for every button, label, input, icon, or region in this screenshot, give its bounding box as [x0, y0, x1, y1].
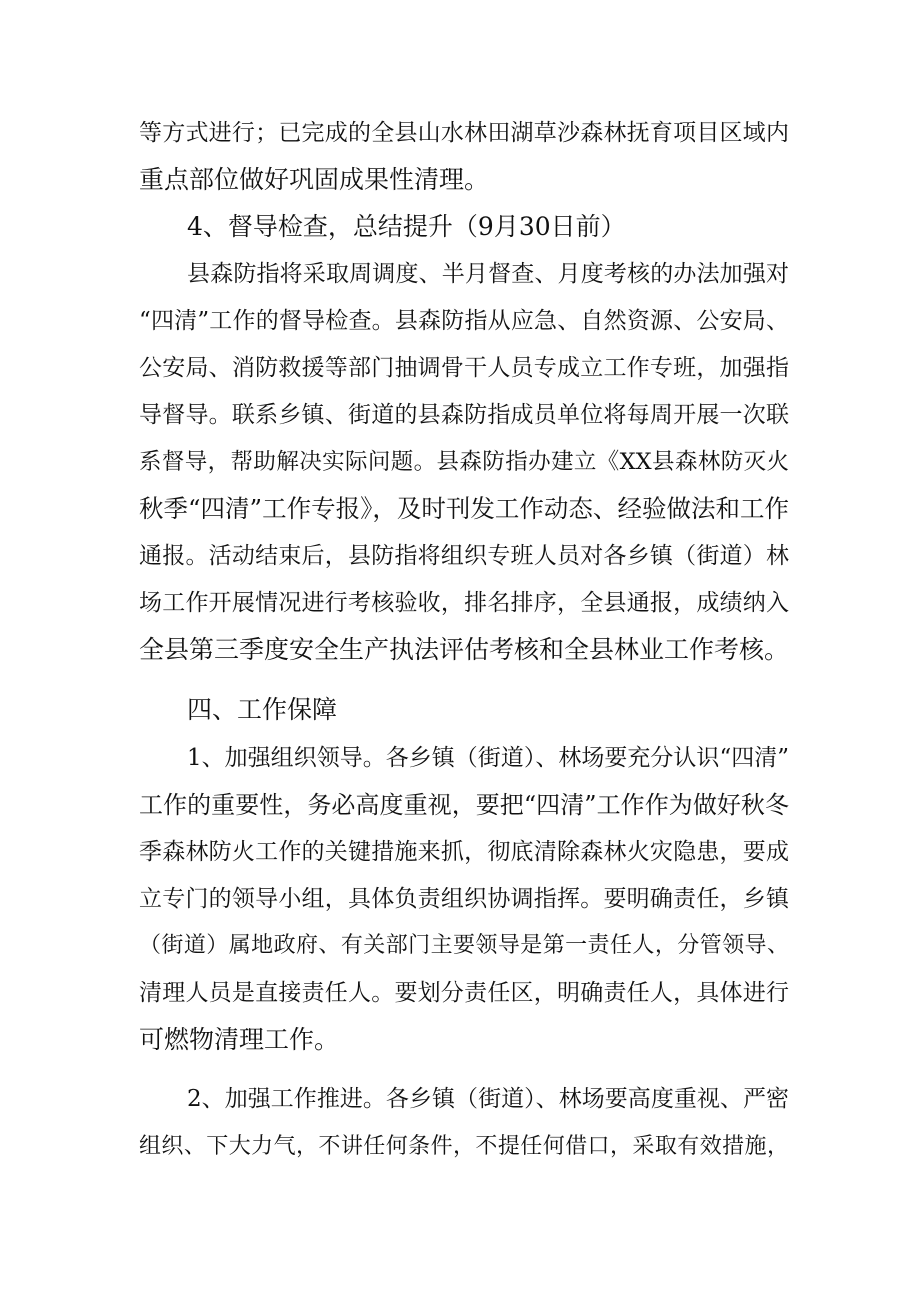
section-heading: 四、工作保障: [187, 695, 338, 724]
text-line: 导督导。联系乡镇、街道的县森防指成员单位将每周开展一次联: [139, 402, 789, 428]
text-line: 清理人员是直接责任人。要划分责任区，明确责任人，具体进行: [139, 980, 789, 1006]
text-line: 立专门的领导小组，具体负责组织协调指挥。要明确责任，乡镇: [139, 886, 789, 912]
text-line: 系督导，帮助解决实际问题。县森防指办建立《XX县森林防灭火: [139, 449, 789, 475]
text-line: 秋季“四清”工作专报》，及时刊发工作动态、经验做法和工作: [139, 494, 789, 523]
text-line: 重点部位做好巩固成果性清理。: [139, 165, 490, 194]
text-line: 1、加强组织领导。各乡镇（街道）、林场要充分认识“四清”: [187, 745, 789, 771]
text-line: “四清”工作的督导检查。县森防指从应急、自然资源、公安局、: [139, 308, 789, 334]
text-line: （街道）属地政府、有关部门主要领导是第一责任人，分管领导、: [139, 933, 789, 958]
text-line: 场工作开展情况进行考核验收，排名排序，全县通报，成绩纳入: [139, 590, 789, 616]
text-line: 可燃物清理工作。: [139, 1025, 340, 1054]
text-line: 公安局、消防救援等部门抽调骨干人员专成立工作专班，加强指: [139, 355, 789, 381]
text-line: 通报。活动结束后，县防指将组织专班人员对各乡镇（街道）林: [139, 543, 789, 569]
text-line: 组织、下大力气，不讲任何条件，不提任何借口，采取有效措施，: [139, 1134, 789, 1159]
text-line: 工作的重要性，务必高度重视，要把“四清”工作作为做好秋冬: [139, 791, 789, 819]
text-line: 等方式进行；已完成的全县山水林田湖草沙森林抚育项目区域内: [139, 120, 789, 146]
section-heading: 4、督导检查，总结提升（9月30日前）: [187, 212, 626, 241]
text-line: 季森林防火工作的关键措施来抓，彻底清除森林火灾隐患，要成: [139, 839, 789, 865]
text-line: 2、加强工作推进。各乡镇（街道）、林场要高度重视、严密: [187, 1086, 789, 1112]
text-line: 县森防指将采取周调度、半月督查、月度考核的办法加强对: [187, 261, 789, 287]
text-line: 全县第三季度安全生产执法评估考核和全县林业工作考核。: [139, 635, 790, 664]
